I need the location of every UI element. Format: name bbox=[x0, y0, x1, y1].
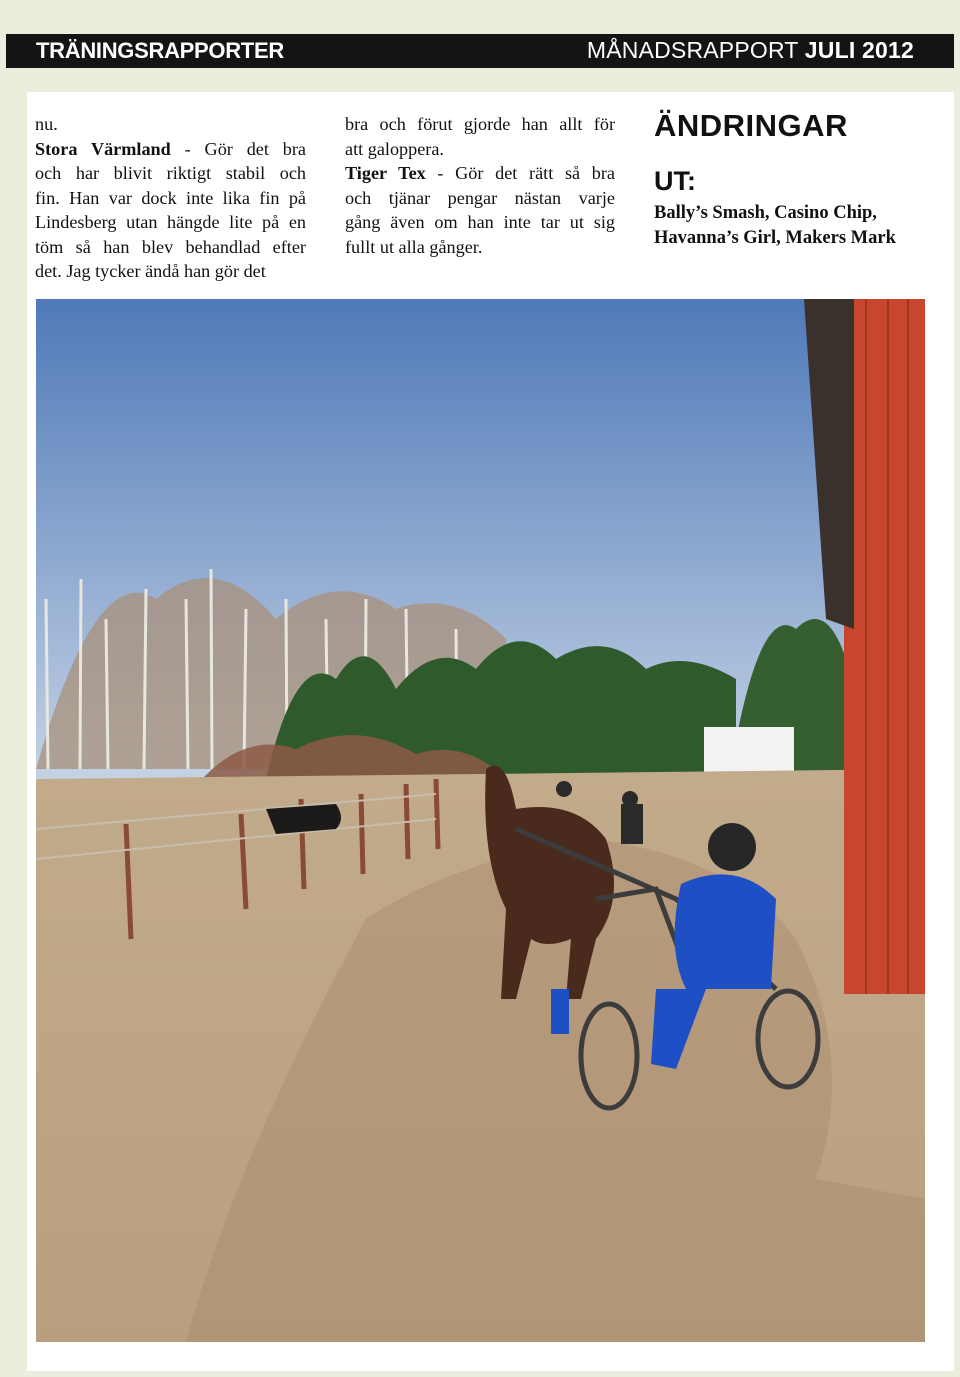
text-line-content: bra och förut gjorde han allt för bbox=[345, 114, 615, 134]
text-line-content: töm så han blev behandlad efter bbox=[35, 236, 306, 257]
text-line bbox=[345, 137, 615, 162]
text-column-1 bbox=[35, 112, 306, 284]
text-line-content: Lindesberg utan hängde lite på en bbox=[35, 212, 306, 232]
section-title: TRÄNINGSRAPPORTER bbox=[36, 38, 284, 63]
text-line-content: det. Jag tycker ändå han gör det bbox=[35, 261, 266, 281]
report-label: MÅNADSRAPPORT bbox=[586, 37, 799, 63]
out-label: UT: bbox=[654, 166, 696, 196]
out-horses-line-1: Bally’s Smash, Casino Chip, bbox=[654, 203, 877, 223]
out-horses-line-2: Havanna’s Girl, Makers Mark bbox=[654, 228, 896, 248]
text-line bbox=[345, 112, 615, 137]
text-line bbox=[35, 112, 306, 137]
page-header bbox=[6, 34, 954, 68]
paddock-horse bbox=[266, 804, 341, 834]
harness-racing-training-photo-icon bbox=[36, 299, 925, 1342]
text-line-content: att galoppera. bbox=[345, 138, 444, 159]
horse-name: Stora Värmland bbox=[35, 138, 171, 159]
text-line-content: - Gör det rätt så bra bbox=[425, 163, 615, 183]
text-line bbox=[35, 161, 306, 186]
text-line-content: fullt ut alla gånger. bbox=[345, 236, 483, 257]
text-line bbox=[345, 186, 615, 211]
text-line bbox=[345, 210, 615, 235]
horse-name: Tiger Tex bbox=[345, 163, 426, 183]
text-line-content: fin. Han var dock inte lika fin på bbox=[35, 187, 306, 208]
text-line bbox=[35, 235, 306, 260]
text-line-content: gång även om han inte tar ut sig bbox=[345, 212, 615, 232]
report-period: JULI 2012 bbox=[804, 37, 914, 63]
text-line-content: och har blivit riktigt stabil och bbox=[35, 163, 306, 183]
text-line bbox=[35, 259, 306, 284]
text-line bbox=[35, 186, 306, 211]
text-line-content: och tjänar pengar nästan varje bbox=[345, 187, 615, 208]
changes-box bbox=[654, 108, 944, 251]
text-line-content: nu. bbox=[35, 114, 58, 134]
text-line bbox=[345, 161, 615, 186]
text-column-2 bbox=[345, 112, 615, 259]
text-line bbox=[35, 210, 306, 235]
training-photo bbox=[36, 299, 925, 1342]
report-title bbox=[587, 37, 914, 64]
text-line-content: - Gör det bra bbox=[170, 138, 306, 159]
text-line bbox=[35, 137, 306, 162]
changes-title: ÄNDRINGAR bbox=[654, 108, 848, 143]
out-horses bbox=[654, 201, 944, 251]
text-line bbox=[345, 235, 615, 260]
